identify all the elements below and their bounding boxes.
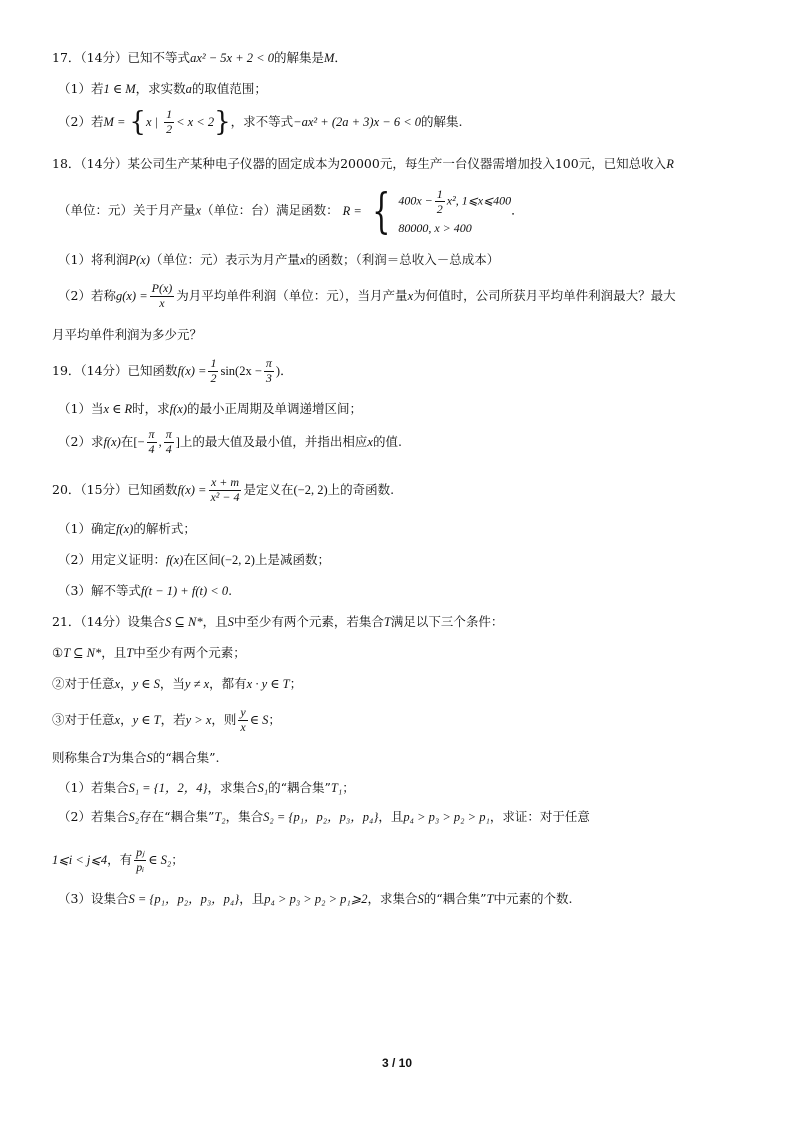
q20-stem: 20．（15分）已知函数f(x) = $\frac{x + m}{\text{x² − 4}}$ 是定义在(−2, 2)上的奇函数. [52, 475, 395, 504]
q19-part2: （2）求f(x)在[− $\frac{\pi}{4}$ , $\frac{\pi}{4}$ ]上的最大值及最小值，并指出相应x的值. [58, 427, 402, 456]
q17-part2: （2）若M = {x | $\frac{1}{2}$ < x < 2}，求不等式−ax² + (2a + 3)x − 6 < 0的解集. [58, 106, 463, 139]
q18-part2-cont: 月平均单件利润为多少元？ [52, 327, 203, 342]
q20-part1: （1）确定f(x)的解析式； [58, 521, 196, 536]
q21-definition: 则称集合T为集合S的“耦合集”. [52, 750, 220, 765]
q18-stem-line2: （单位：元）关于月产量x（单位：台）满足函数： R = { 400x − $\frac{1}{2}$ x², 1⩽x⩽400 80000, x > 400 ． [58, 183, 524, 240]
q21-part1: （1）若集合S₁ = {1，2，4}，求集合S₁的“耦合集”T₁； [58, 780, 355, 795]
q21-part2-cont: 1⩽i < j⩽4，有 $\frac{\text{pⱼ}}{\text{pᵢ}}$ ∈ S₂； [52, 845, 184, 874]
q20-part2: （2）用定义证明：f(x)在区间(−2, 2)上是减函数； [58, 552, 330, 567]
q17-part1: （1）若1 ∈ M，求实数a的取值范围； [58, 81, 267, 96]
q20-part3: （3）解不等式f(t − 1) + f(t) < 0. [58, 583, 233, 598]
q17-stem: 17．（14分）已知不等式ax² − 5x + 2 < 0的解集是M． [52, 50, 347, 65]
q21-condition-1: ①T ⊆ N*，且T中至少有两个元素； [52, 645, 246, 660]
q19-part1: （1）当x ∈ R时，求f(x)的最小正周期及单调递增区间； [58, 401, 363, 416]
q19-stem: 19．（14分）已知函数f(x) = $\frac{1}{2}$ sin(2x − $\frac{\pi}{3}$ )． [52, 356, 293, 385]
q21-condition-2: ②对于任意x，y ∈ S，当y ≠ x，都有x · y ∈ T； [52, 676, 303, 691]
q18-stem-line1: 18．（14分）某公司生产某种电子仪器的固定成本为20000元，每生产一台仪器需增加投入100元，已知总收入R [52, 156, 674, 171]
q21-part3: （3）设集合S = {p₁，p₂，p₃，p₄}，且p₄ > p₃ > p₂ > p₁⩾2，求集合S的“耦合集”T中元素的个数. [58, 891, 573, 906]
q21-condition-3: ③对于任意x，y ∈ T，若y > x，则 $\frac{y}{x}$ ∈ S； [52, 705, 281, 734]
q18-part1: （1）将利润P(x)（单位：元）表示为月产量x的函数；（利润＝总收入－总成本） [58, 252, 500, 267]
q21-stem: 21．（14分）设集合S ⊆ N*，且S中至少有两个元素，若集合T满足以下三个条件： [52, 614, 504, 629]
page-number: 3 / 10 [381, 1056, 413, 1070]
q18-part2: （2）若称g(x) = $\frac{P(x)}{x}$ 为月平均单件利润（单位：元），当月产量x为何值时，公司所获月平均单件利润最大？最大 [58, 281, 676, 310]
q21-part2: （2）若集合S₂存在“耦合集”T₂，集合S₂ = {p₁，p₂，p₃，p₄}，且p₄ > p₃ > p₂ > p₁，求证：对于任意 [58, 809, 590, 824]
fraction: $\frac{1}{2}$ [166, 107, 173, 136]
piecewise-function: R = { 400x − $\frac{1}{2}$ x², 1⩽x⩽400 80000, x > 400 [342, 183, 512, 240]
